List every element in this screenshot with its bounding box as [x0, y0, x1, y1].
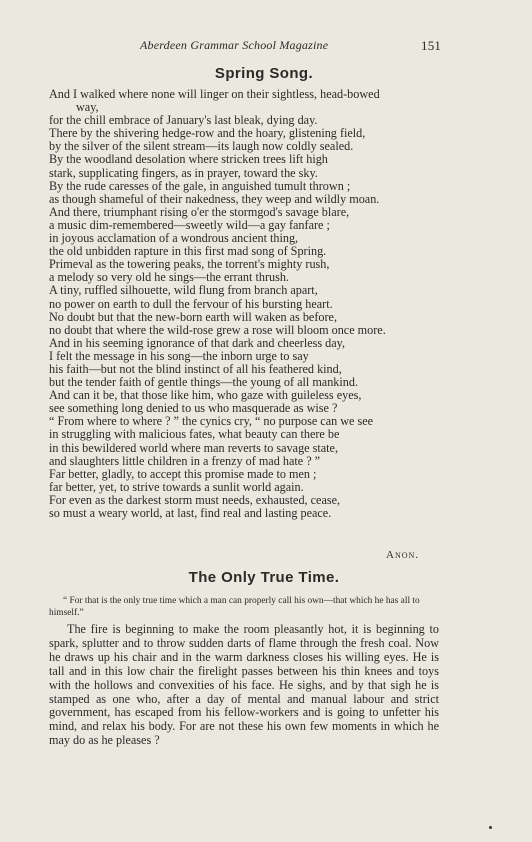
poem-line: as though shameful of their nakedness, they weep and wildly moan. [49, 191, 380, 206]
poem-line: in struggling with malicious fates, what beauty can there be [49, 427, 340, 442]
poem-line: There by the shivering hedge-row and the hoary, glistening field, [49, 126, 366, 141]
poem-line: And can it be, that those like him, who gaze with guileless eyes, [49, 388, 362, 403]
poem-line: For even as the darkest storm must needs, exhausted, cease, [49, 492, 341, 507]
poem-line: And there, triumphant rising o'er the stormgod's savage blare, [49, 204, 350, 219]
poem-line: And in his seeming ignorance of that dark and cheerless day, [49, 335, 346, 350]
poem-line: Primeval as the towering peaks, the torrent's mighty rush, [49, 257, 330, 272]
poem-line: stark, supplicating fingers, as in prayer, toward the sky. [49, 165, 318, 180]
poem-line: and slaughters little children in a frenzy of mad hate ? ” [49, 453, 321, 468]
poem-line: no doubt that where the wild-rose grew a rose will bloom once more. [49, 322, 386, 337]
print-speck [489, 826, 492, 829]
essay-paragraph: The fire is beginning to make the room pleasantly hot, it is beginning to spark, splutter and to throw sudden darts of flame through the fresh coal. Now he draws up his chair and in the warm darkness closes his willing eyes. He is tall and in this low chair the firelight passes between his thin knees and toys with the hollows and convexities of his face. He sighs, and by that sigh he is stamped as one who, after a day of mental and manual labour and strict government, has escaped from his fellow-workers and is going to unfetter his mind, and relax his body. For are not these his own few moments in which he may do as he pleases ? [49, 622, 439, 748]
poem-line: “ From where to where ? ” the cynics cry, “ no purpose can we see [49, 414, 374, 429]
poem-line: in this bewildered world where man reverts to savage state, [49, 440, 339, 455]
poem-line: no power on earth to dull the fervour of his bursting heart. [49, 296, 333, 311]
poem-line: A tiny, ruffled silhouette, wild flung from branch apart, [49, 283, 318, 298]
poem-line: but the tender faith of gentle things—the young of all mankind. [49, 375, 359, 390]
poem-line: far better, yet, to strive towards a sunlit world again. [49, 479, 304, 494]
poem-line: By the woodland desolation where stricken trees lift high [49, 152, 328, 167]
page-number: 151 [421, 38, 442, 53]
essay-title: The Only True Time. [188, 569, 340, 586]
poem-line: I felt the message in his song—the inborn urge to say [49, 348, 309, 363]
poem-body [49, 88, 449, 520]
magazine-title: Aberdeen Grammar School Magazine [140, 38, 329, 52]
poem-line: his faith—but not the blind instinct of all his feathered kind, [49, 361, 342, 376]
poem-line: in joyous acclamation of a wondrous ancient thing, [49, 231, 299, 246]
poem-line: way, [76, 100, 99, 115]
poem-line: a music dim-remembered—sweetly wild—a gay fanfare ; [49, 217, 330, 232]
poem-title: Spring Song. [214, 65, 314, 82]
poem-line: for the chill embrace of January's last bleak, dying day. [49, 113, 318, 128]
poem-line: No doubt but that the new-born earth will waken as before, [49, 309, 338, 324]
poem-line: a melody so very old he sings—the errant thrush. [49, 270, 289, 285]
essay-epigraph: “ For that is the only true time which a man can properly call his own—that which he has all to himself.” [49, 596, 420, 618]
poem-line: by the silver of the silent stream—its laugh now coldly sealed. [49, 139, 354, 154]
poem-line: see something long denied to us who masquerade as wise ? [49, 401, 338, 416]
poem-line: so must a weary world, at last, find real and lasting peace. [49, 506, 332, 520]
poem-line: the old unbidden rapture in this first mad song of Spring. [49, 244, 327, 259]
poem-line: And I walked where none will linger on their sightless, head-bowed [49, 87, 380, 101]
poem-line: Far better, gladly, to accept this promise made to men ; [49, 466, 317, 481]
poem-signature: Anon. [386, 549, 420, 561]
poem-line: By the rude caresses of the gale, in anguished tumult thrown ; [49, 178, 351, 193]
